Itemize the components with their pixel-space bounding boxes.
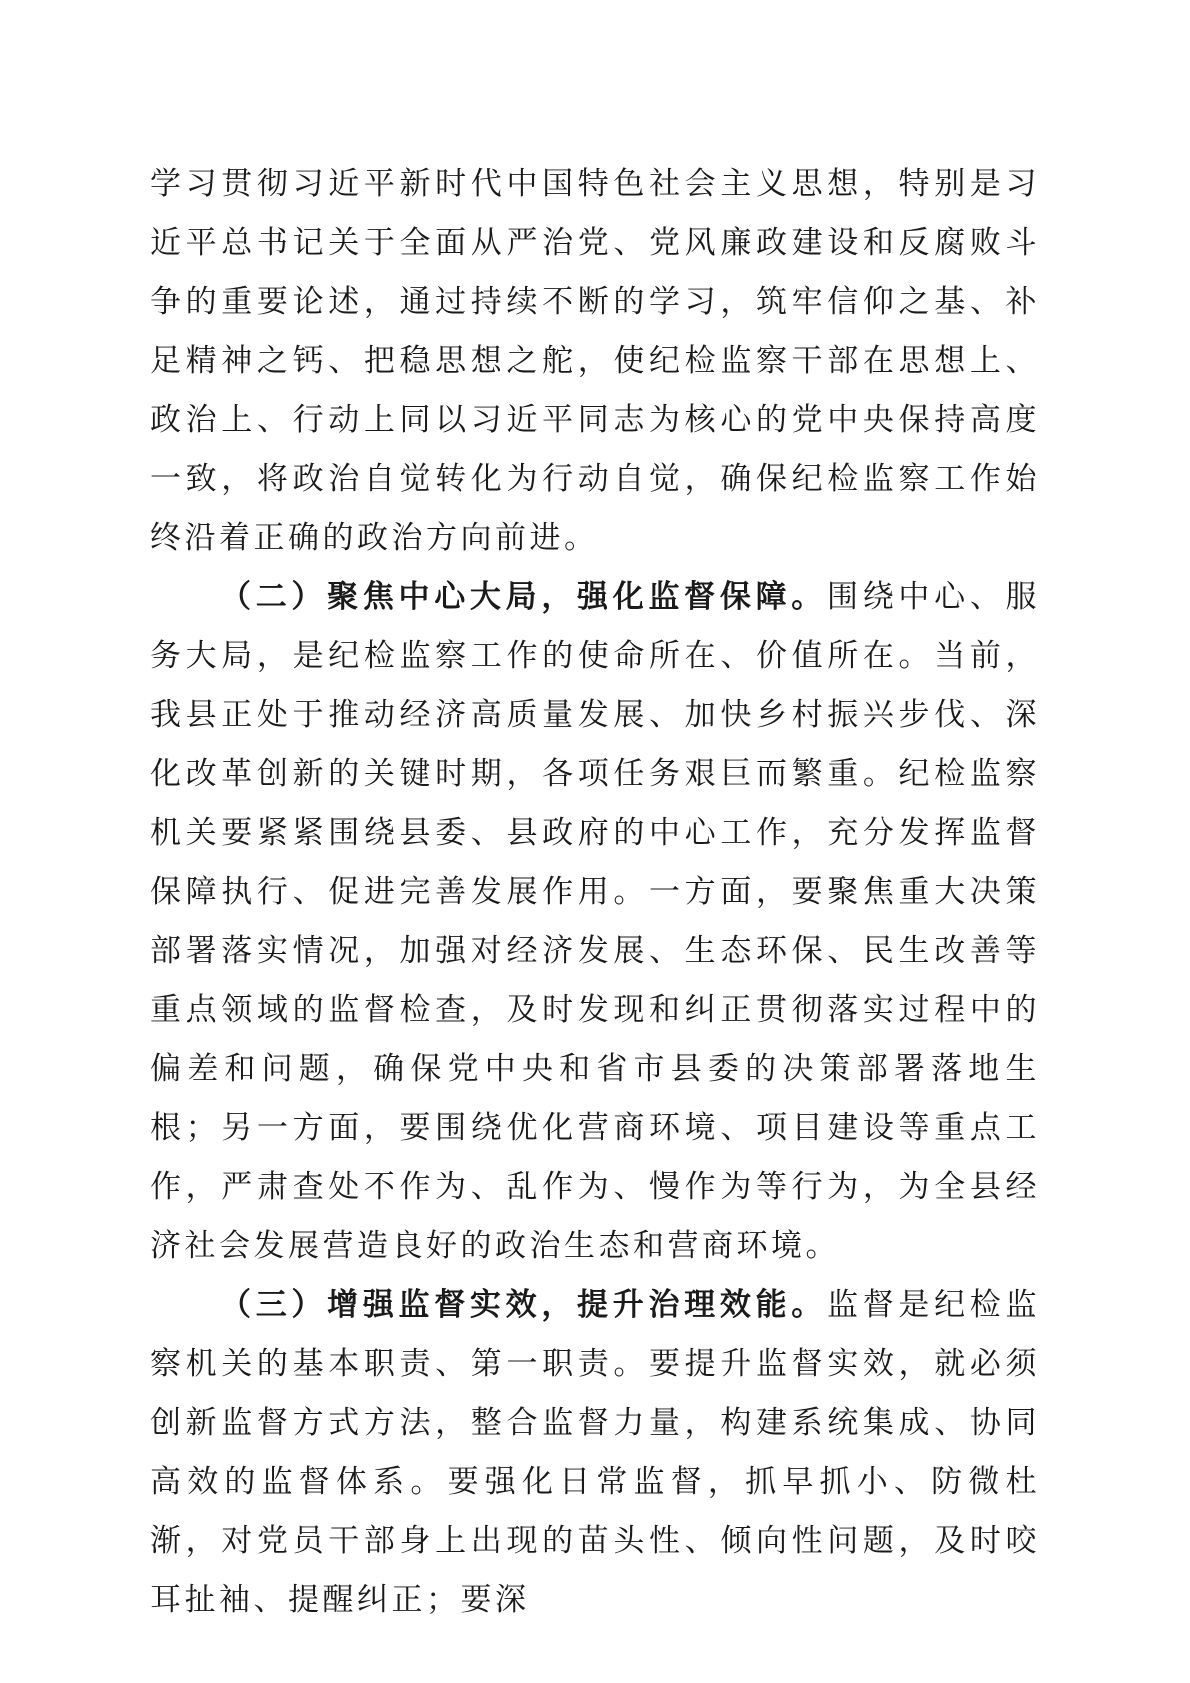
paragraph-text: 学习贯彻习近平新时代中国特色社会主义思想，特别是习近平总书记关于全面从严治党、党风廉政建设和反腐败斗争的重要论述，通过持续不断的学习，筑牢信仰之基、补足精神之钙、把稳思想之舵，使纪检监察干部在思想上、政治上、行动上同以习近平同志为核心的党中央保持高度一致，将政治自觉转化为行动自觉，确保纪检监察工作始终沿着正确的政治方向前进。 [150,166,1040,556]
paragraph-text: 围绕中心、服务大局，是纪检监察工作的使命所在、价值所在。当前，我县正处于推动经济高质量发展、加快乡村振兴步伐、深化改革创新的关键时期，各项任务艰巨而繁重。纪检监察机关要紧紧围绕县委、县政府的中心工作，充分发挥监督保障执行、促进完善发展作用。一方面，要聚焦重大决策部署落实情况，加强对经济发展、生态环保、民生改善等重点领域的监督检查，及时发现和纠正贯彻落实过程中的偏差和问题，确保党中央和省市县委的决策部署落地生根；另一方面，要围绕优化营商环境、项目建设等重点工作，严肃查处不作为、乱作为、慢作为等行为，为全县经济社会发展营造良好的政治生态和营商环境。 [150,579,1041,1264]
paragraph-section-3 [150,1276,1040,1630]
section-heading: （三）增强监督实效，提升治理效能。 [220,1287,827,1323]
paragraph-section-2 [150,568,1040,1276]
section-heading: （二）聚焦中心大局，强化监督保障。 [220,579,827,615]
paragraph-continued [150,155,1040,568]
paragraph-text: 监督是纪检监察机关的基本职责、第一职责。要提升监督实效，就必须创新监督方式方法，整合监督力量，构建系统集成、协同高效的监督体系。要强化日常监督，抓早抓小、防微杜渐，对党员干部身上出现的苗头性、倾向性问题，及时咬耳扯袖、提醒纠正；要深 [150,1287,1041,1618]
document-body [150,155,1040,1630]
